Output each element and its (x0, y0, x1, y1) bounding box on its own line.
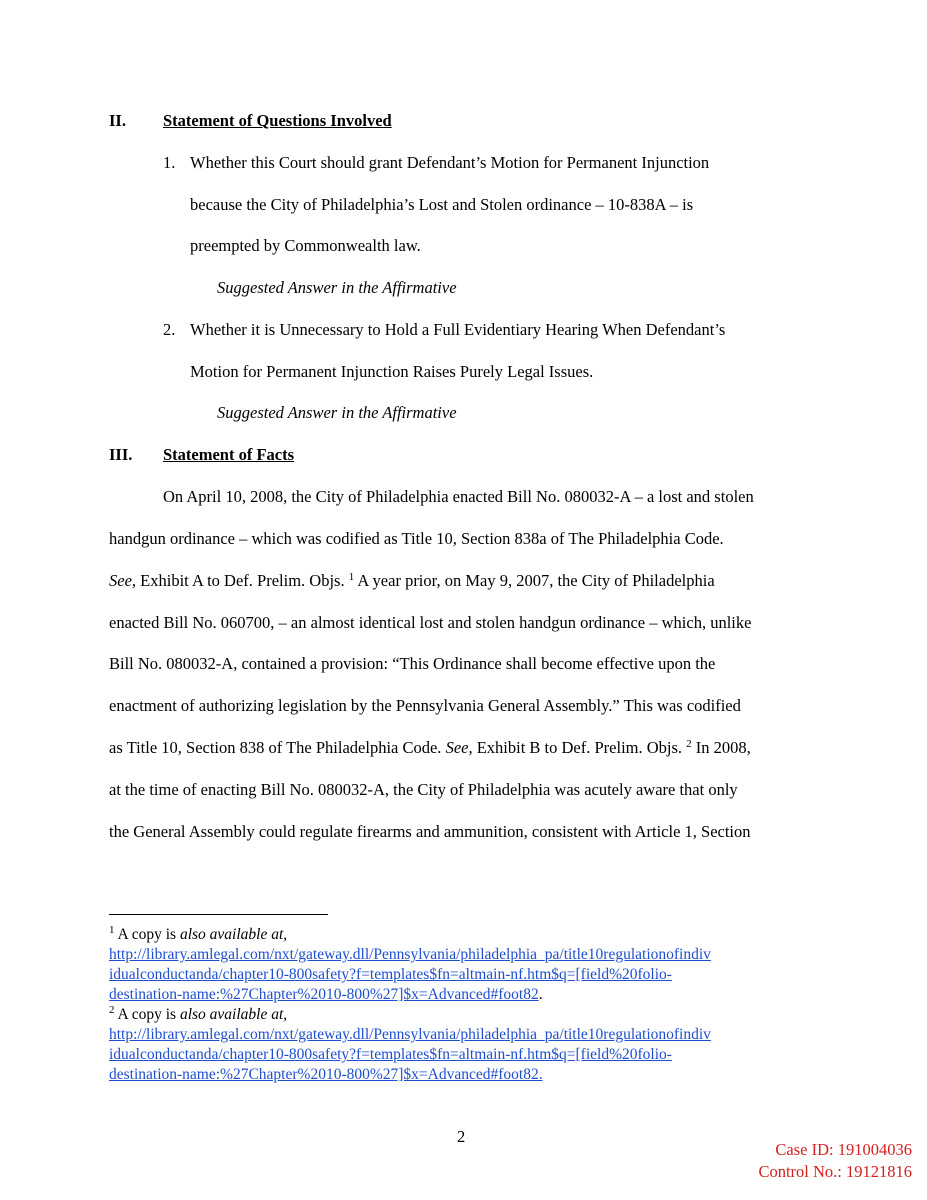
question-number: 2. (163, 320, 176, 339)
footnote-italic: also available at (179, 926, 284, 943)
body-line (109, 738, 751, 760)
question-line: because the City of Philadelphia’s Lost and Stolen ordinance – 10-838A – is (190, 195, 694, 214)
footnote-link[interactable]: destination-name:%27Chapter%2010-800%27]$x=Advanced#foot82. (109, 1066, 543, 1083)
body-line: the General Assembly could regulate firearms and ammunition, consistent with Article 1, Section (109, 822, 751, 841)
footnote-link[interactable]: idualconductanda/chapter10-800safety?f=templates$fn=altmain-nf.htm$q=[field%20folio- (109, 1046, 672, 1063)
control-no-value: 19121816 (846, 1162, 912, 1181)
case-id-label: Case ID: (775, 1140, 838, 1159)
question-number: 1. (163, 153, 176, 172)
footnote-link[interactable]: http://library.amlegal.com/nxt/gateway.dll/Pennsylvania/philadelphia_pa/title10regulationofindiv (109, 1026, 711, 1043)
footnote-link[interactable]: destination-name:%27Chapter%2010-800%27]$x=Advanced#foot82 (109, 986, 539, 1003)
footnote-text: A copy is (114, 926, 180, 943)
footnote-text: , (283, 1006, 288, 1023)
citation-text: , Exhibit B to Def. Prelim. Objs. (468, 738, 683, 757)
footnote-ref[interactable]: 1 (348, 571, 355, 583)
footnote-italic: also available at (179, 1006, 284, 1023)
footnote (109, 925, 287, 946)
body-text: In 2008, (691, 738, 751, 757)
page-number: 2 (457, 1127, 466, 1146)
body-line: handgun ordinance – which was codified as Title 10, Section 838a of The Philadelphia Code. (109, 529, 724, 548)
control-no-stamp (758, 1162, 912, 1182)
body-line: enactment of authorizing legislation by the Pennsylvania General Assembly.” This was codified (109, 696, 741, 715)
body-text: A year prior, on May 9, 2007, the City of Philadelphia (354, 571, 715, 590)
question-line: Motion for Permanent Injunction Raises Purely Legal Issues. (190, 362, 594, 381)
citation-text: , Exhibit A to Def. Prelim. Objs. (131, 571, 345, 590)
body-line: Bill No. 080032-A, contained a provision: “This Ordinance shall become effective upon the (109, 654, 716, 673)
see-signal: See (109, 571, 132, 590)
case-id-value: 191004036 (837, 1140, 912, 1159)
section-heading: Statement of Facts (163, 445, 295, 464)
section-number: III. (109, 445, 133, 464)
question-line: Whether it is Unnecessary to Hold a Full Evidentiary Hearing When Defendant’s (190, 320, 726, 339)
body-line: at the time of enacting Bill No. 080032-A, the City of Philadelphia was acutely aware that only (109, 780, 738, 799)
suggested-answer: Suggested Answer in the Affirmative (217, 403, 457, 422)
body-line: enacted Bill No. 060700, – an almost identical lost and stolen handgun ordinance – which, unlike (109, 613, 752, 632)
case-id-stamp (775, 1140, 912, 1160)
footnote-mark: 2 (109, 1004, 115, 1016)
footnote-link[interactable]: idualconductanda/chapter10-800safety?f=templates$fn=altmain-nf.htm$q=[field%20folio- (109, 966, 672, 983)
control-no-label: Control No.: (758, 1162, 846, 1181)
footnote-link-line (109, 985, 543, 1004)
see-signal: See (445, 738, 469, 757)
footnote-link[interactable]: http://library.amlegal.com/nxt/gateway.dll/Pennsylvania/philadelphia_pa/title10regulationofindiv (109, 946, 711, 963)
body-line (109, 571, 715, 593)
section-number: II. (109, 111, 126, 130)
question-line: preempted by Commonwealth law. (190, 236, 421, 255)
footnote-separator (109, 914, 328, 915)
footnote-ref[interactable]: 2 (686, 738, 692, 750)
suggested-answer: Suggested Answer in the Affirmative (217, 278, 457, 297)
footnote-text: A copy is (114, 1006, 180, 1023)
body-text: as Title 10, Section 838 of The Philadelphia Code. (109, 738, 446, 757)
question-line: Whether this Court should grant Defendant’s Motion for Permanent Injunction (190, 153, 710, 172)
footnote-text: . (538, 986, 543, 1003)
footnote-text: , (283, 926, 288, 943)
footnote-mark: 1 (109, 924, 115, 936)
body-line: On April 10, 2008, the City of Philadelphia enacted Bill No. 080032-A – a lost and stolen (163, 487, 754, 506)
section-heading: Statement of Questions Involved (163, 111, 392, 130)
footnote (109, 1005, 287, 1026)
